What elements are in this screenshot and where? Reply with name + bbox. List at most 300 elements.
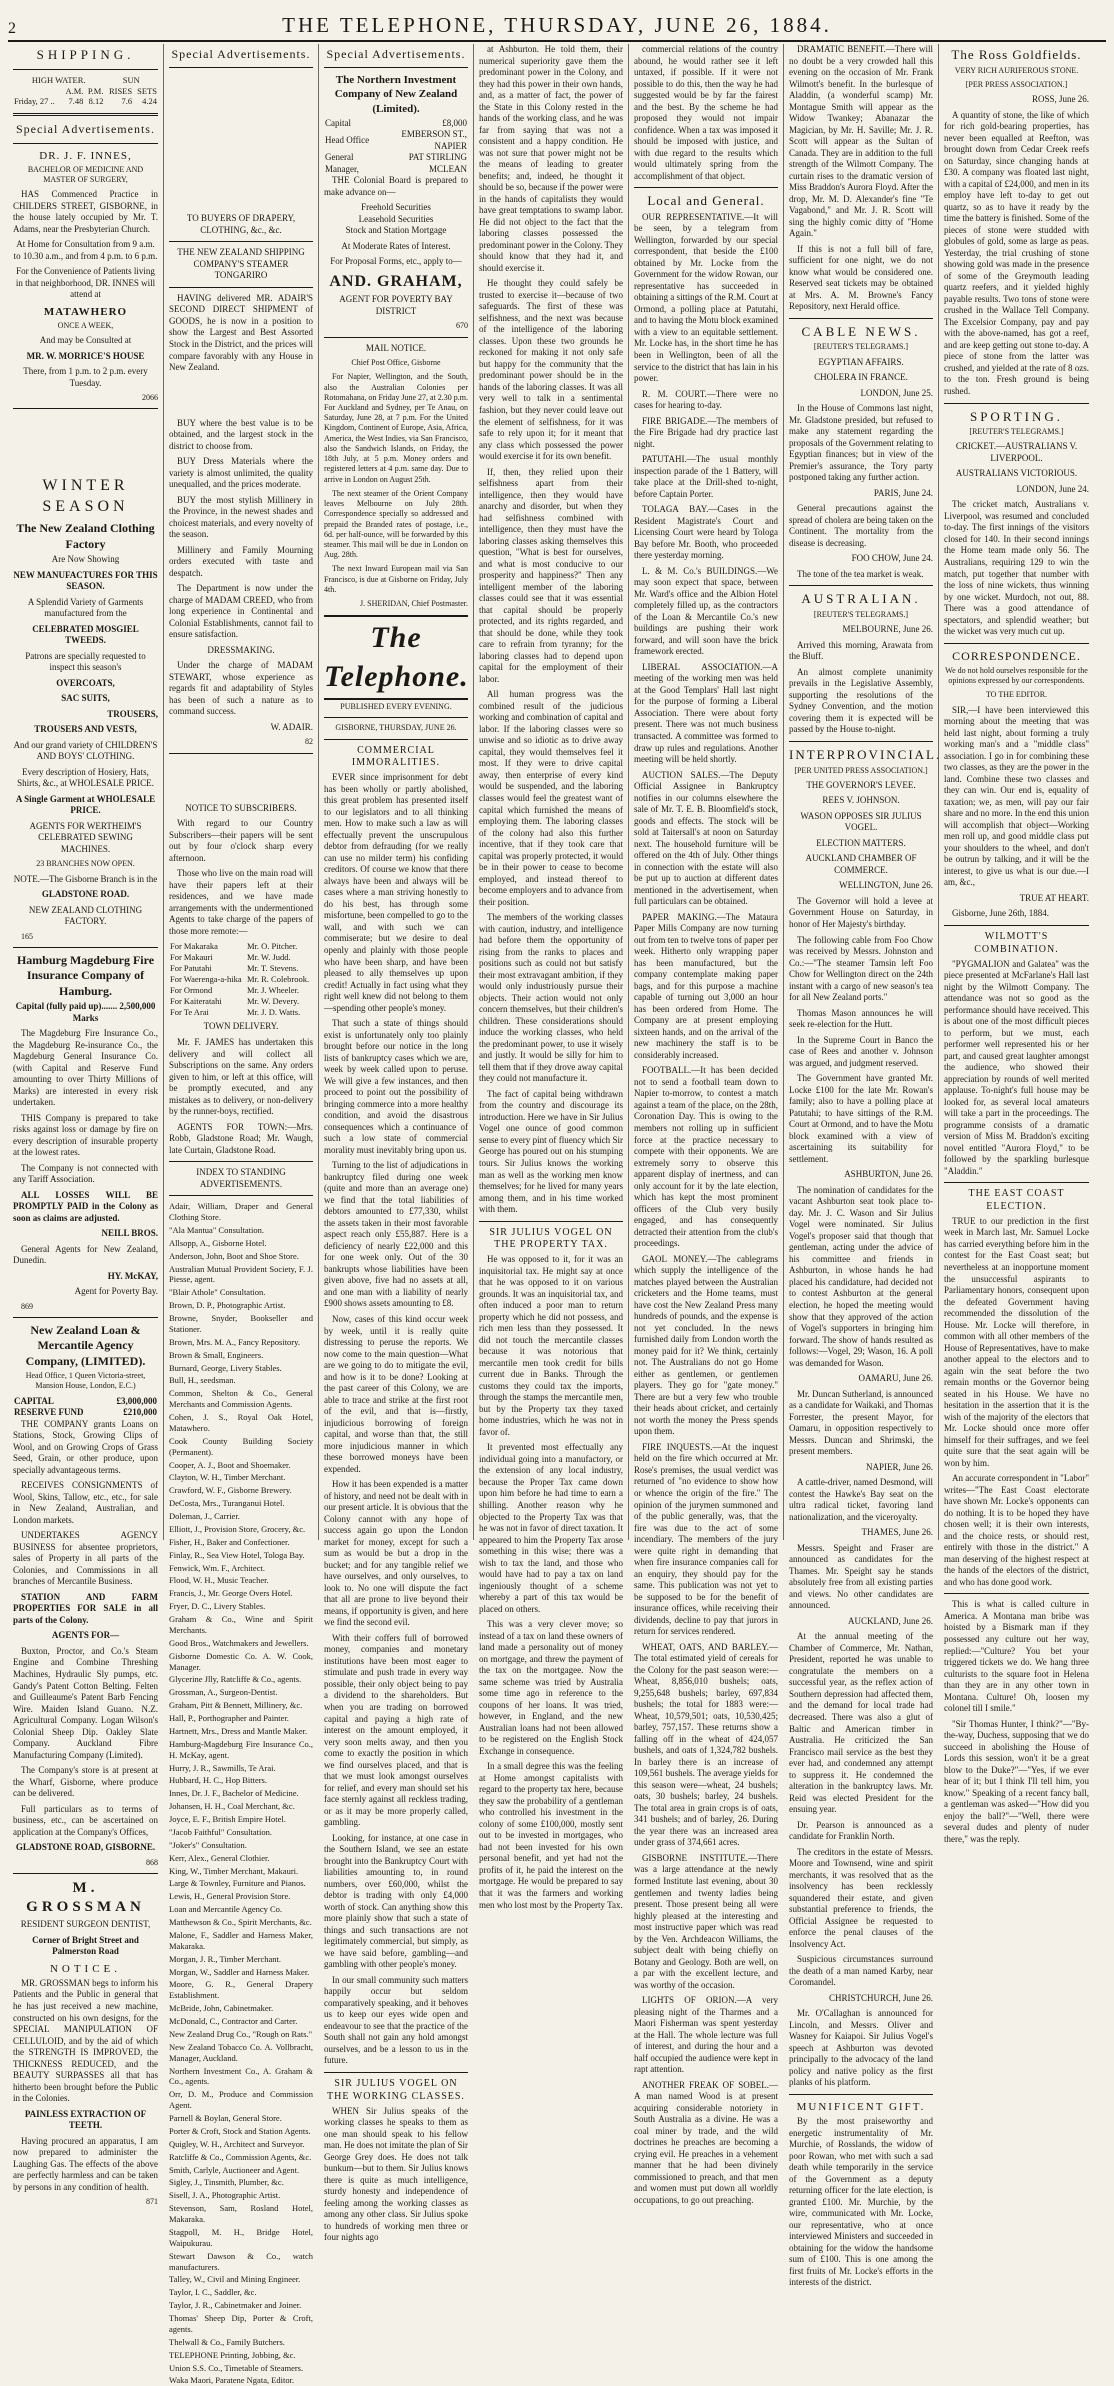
ip-1: The Governor will hold a levee at Government House on Saturday, in honor of Her Majesty's birthday.	[789, 895, 933, 929]
index-item: New Zealand Drug Co., "Rough on Rats."	[169, 2028, 313, 2039]
tide-header-cell: A.M.	[65, 85, 84, 96]
napier: NAPIER, June 26.	[866, 1461, 933, 1472]
town-delivery: TOWN DELIVERY.	[203, 1021, 279, 1032]
index-item: Matthewson & Co., Spirit Merchants, &c.	[169, 1917, 312, 1928]
cable-5: An almost complete unanimity prevails in the Legislative Assembly, supporting the resolutions of the Sydney Convention, and the motion covering them it is expected will be passed by the House to-night.	[789, 666, 933, 735]
index-item: Thelwall & Co., Family Butchers.	[169, 2336, 285, 2347]
cable-news-heading: CABLE NEWS.	[801, 323, 921, 339]
nz-loan-heading: New Zealand Loan & Mercantile Agency Company, (LIMITED).	[25, 1323, 146, 1368]
capital-row-label: Capital	[325, 117, 351, 128]
index-item: Francis, J., Mr. George Overs Hotel.	[169, 1588, 293, 1599]
matawhero-sub: ONCE A WEEK,	[57, 320, 114, 330]
index-item: Porter & Croft, Stock and Station Agents.	[169, 2125, 311, 2136]
local-5: TOLAGA BAY.—Cases in the Resident Magistrate's Court and Licensing Court were heard by Tologa Bay before Mr. Booth, who proceeded there yesterday morning.	[634, 504, 778, 561]
paris: PARIS, June 24.	[873, 487, 933, 498]
cable-3: The tone of the tea market is weak.	[797, 568, 924, 579]
vogel-cont-2: He thought they could safely be trusted to exercise it—because of two safeguards. The first of these was selfishness, and the next was because of the intelligence of the laboring classes. Upon these two grounds he reckoned for making it not only safe but happy for the community that the predominant power should be in the hands of the laboring classes. It was all very well to talk in a sentimental fashion, but they never could leave out the element of selfishness, for it was safe to rely upon it; for it meant that any class which possessed the power would exercise it for its own benefit.	[479, 278, 623, 462]
gisborne-branch: NOTE.—The Gisborne Branch is in the	[13, 873, 158, 884]
agent-row	[169, 974, 313, 985]
local-14: GISBORNE INSTITUTE.—There was a large attendance at the newly formed Institute last evening, about 30 gentlemen and twenty ladies being present. Those present being all were highly pleased at the interesting and most instructive paper which was read by the Ven. Archdeacon Williams, the subject dealt with being chiefly on Botany and Geology. Both are well, on a par with the excellent lecture, and was worthy of the occasion.	[634, 1852, 778, 1990]
local-8: AUCTION SALES.—The Deputy Official Assignee in Bankruptcy notifies in our columns elsewhere the sale of Mr. T. E. B. Bloomfield's stock, goods and effects. The stock will be sold at Taitersall's at noon on Saturday next. The household furniture will be offered on the 4th of July. Other things in connection with the estate will also be put up to auction at different dates mentioned in the advertisement, when full particulars can be obtained.	[634, 769, 778, 907]
hamburg-losses: ALL LOSSES WILL BE PROMPTLY PAID in the Colony as soon as claims are adjusted.	[13, 1189, 158, 1223]
local-12: FIRE INQUESTS.—At the inquest held on the fire which occurred at Mr. Rose's premises, the usual verdict was returned of "no evidence to show how or whence the origin of the fire." The opinion of the jurymen summoned and of the public generally, was, that the fire was due to the act of some incendiary. The members of the jury were quite right in demanding that when fire insurance companies call for an enquiry, they should pay for the same. This publication was not yet to be supposed to be for the benefit of insurance offices, while receiving their dividends, decline to pay that jurors in return for services rendered.	[634, 1441, 778, 1637]
intercolonial-heading: INTERPROVINCIAL.	[789, 746, 942, 762]
leader-5: How it has been expended is a matter of history, and need not be dealt with in our present article. It is obvious that the Colony cannot with any hope of success again go upon the London market for money, except for such a sum as would be but a drop in the bucket; and for any tangible relief we have ourselves, and only ourselves, to look to. No one will dispute the fact that all are prone to live beyond their means, if opportunity is given, and here we find the second evil.	[324, 1479, 468, 1628]
joke: "Sir Thomas Hunter, I think?"—"By-the-way, Duchess, supposing that we do succeed in abolishing the House of Lords this session, won't it be a great blow to the Duke?"—"Yes, if we ever hear of it; but I think I'll tell him, you know." Speaking of a recent fancy ball, a gentleman was asked—"How did you enjoy the ball?"—"Well, there were several dudes and plenty of nuder there," was the reply.	[944, 1718, 1089, 1844]
index-item: Hartnett, Mrs., Dress and Mantle Maker.	[169, 1725, 308, 1736]
vogel-property-heading: SIR JULIUS VOGEL ON THE PROPERTY TAX.	[489, 1226, 613, 1251]
agent-location: For Makaraka	[170, 941, 218, 952]
ross-sub: VERY RICH AURIFEROUS STONE.	[954, 65, 1079, 75]
page-columns	[8, 44, 1106, 2386]
index-item: Allsopp, A., Gisborne Hotel.	[169, 1237, 267, 1248]
local-10: FOOTBALL.—It has been decided not to send a football team down to Napier to-morrow, to contest a match against a team of the place, on the 28th, Coronation Day. This is owing to the members not rolling up in sufficient force at the practice necessary to compete with their opponents. We are extremely sorry to observe this apparent display of inertness, and can only account for it by the late election, which has kept the most prominent officers of the Club very busily engaged, and has consequently detracted their attention from the club's proceedings.	[634, 1065, 778, 1249]
loan-body: THE COMPANY grants Loans on Stations, Stock, Growing Clips of Wool, and on Growing Crops of Grass Seed, Grain, or other produce, upon specially advantageous terms.	[13, 1418, 158, 1475]
vogel-classes-heading: SIR JULIUS VOGEL ON THE WORKING CLASSES.	[327, 2077, 465, 2102]
index-item: Cohen, J. S., Royal Oak Hotel, Matawhero.	[169, 1412, 313, 1433]
reuters-3: [REUTER'S TELEGRAMS.]	[969, 427, 1064, 437]
correspondence-heading: CORRESPONDENCE.	[952, 648, 1081, 663]
agent-row	[169, 952, 313, 963]
agents-town: AGENTS FOR TOWN:—Mrs. Robb, Gladstone Road; Mr. Waugh, late Curtain, Gladstone Road.	[169, 1121, 313, 1155]
column-4	[474, 44, 629, 1910]
index-item: Johansen, H. H., Coal Merchant, &c.	[169, 1801, 295, 1812]
leader-7: Looking, for instance, at one case in the Southern Island, we see an estate brought into the Bankruptcy Court with liabilities amounting to, in round numbers, over £60,000, whilst the debtor is trading with only £4,000 worth of stock. Can anything show this more plainly show that such a state of things and such transactions are not legitimately commercial, but simply, as we have said before, gambling—and gambling with other people's money.	[324, 1832, 468, 1970]
index-item: Flood, W. H., Music Teacher.	[169, 1575, 269, 1586]
wertheim: AGENTS FOR WERTHEIM'S CELEBRATED SEWING MACHINES.	[29, 820, 142, 854]
store-note: The Company's store is at present at the Wharf, Gisborne, where produce can be delivered.	[13, 1765, 158, 1799]
column-2	[164, 44, 319, 2386]
index-item: Union S.S. Co., Timetable of Steamers.	[169, 2362, 304, 2373]
leader-6: With their coffers full of borrowed money, companies and monetary institutions have been most eager to stimulate and push trade in every way possible, their only object being to pay a dividend to the shareholders. But when you are trading on borrowed capital and paying a high rate of interest on the amount employed, it very soon melts away, and then you come to exactly the position in which we find ourselves placed, and that is that we must look amongst ourselves for relief, and every man should set his face sternly against all reckless trading, or as it may be more properly called, gambling.	[324, 1632, 468, 1828]
governors-levee: THE GOVERNOR'S LEVEE.	[806, 779, 916, 790]
masthead	[8, 8, 1106, 42]
tide-header-cell: RISES	[108, 85, 133, 96]
local-6: L. & M. Co.'s BUILDINGS.—We may soon expect that space, between Mr. Ward's office and the Albion Hotel completely filled up, as the contractors of the Loan & Mercantile Co.'s new buildings are pushing their work forward, and will soon have the brick framework erected.	[634, 565, 778, 657]
northern-heading: The Northern Investment Company of New Zealand (Limited).	[334, 74, 458, 115]
auckland: AUCKLAND, June 26.	[848, 1615, 933, 1626]
agent-location: For Te Arai	[170, 1006, 209, 1017]
childrens: And our grand variety of CHILDREN'S AND BOYS' CLOTHING.	[13, 739, 158, 762]
local-11: GAOL MONEY.—The cablegrams which supply the intelligence of the matches played between the Australian cricketers and the Home teams, must have cost the New Zealand Press many hundreds of pounds, and the expense is not yet concluded. In the news furnished daily from London worth the money paid for it? We think, certainly not. The Australians do not go Home either as gentlemen, or gentlemen players. They go for "gate money." There are but a very few who trouble their heads about cricket, and certainly not worth the money the Press spends upon them.	[634, 1253, 778, 1437]
agent-name: Mr. O. Pitcher.	[246, 941, 298, 952]
page-number: 2	[8, 20, 16, 37]
gladstone-road: GLADSTONE ROAD, GISBORNE.	[15, 1842, 156, 1853]
corr-note: We do not hold ourselves responsible for the opinions expressed by our correspondents.	[945, 665, 1088, 686]
cable-1: In the House of Commons last night, Mr. Gladstone presided, but refused to make any statement regarding the proposals of the Government relating to Egyptian finances; but in view of the Premier's assurance, the Tory party postponed taking any further action.	[789, 403, 933, 483]
index-item: Parnell & Boylan, General Store.	[169, 2113, 282, 2124]
cricket-heading: CRICKET.—AUSTRALIANS V. LIVERPOOL.	[955, 441, 1078, 463]
index-item: Browne, Snyder, Bookseller and Stationer.	[169, 1313, 313, 1334]
index-item: Elliott, J., Provision Store, Grocery, &c.	[169, 1523, 306, 1534]
index-item: Fisher, H., Baker and Confectioner.	[169, 1536, 290, 1547]
vogel-body: WHEN Sir Julius speaks of the working classes he speaks to them as one man should speak to his fellow man. He does not imitate the plan of Sir George Grey does. He does not talk bunkum—but to them. Sir Julius knows there is quite as much intelligence, sturdy honesty and independence of feeling among the working classes as among any other class. Sir Julius spoke to hundreds of working men three or four nights ago	[324, 2105, 468, 2243]
ip-4: In the Supreme Court in Banco the case of Rees and another v. Johnson was argued, and judgment reserved.	[789, 1034, 933, 1068]
loan-body-2: RECEIVES CONSIGNMENTS of Wool, Skins, Tallow, etc., etc., for sale in New Zealand, Australian, and London markets.	[13, 1480, 158, 1525]
foochow: FOO CHOW, June 24.	[851, 553, 933, 564]
property-cont: commercial relations of the country abound, he would rather see it left untaxed, if possible. If it were not possible to do this, then the way he had suggested would be by far the fairest and the best. By the scheme he had proposed they would not impair confidence. When a tax was imposed it should be imposed with justice, and with due regard to the results which would ultimately spring from the accomplishment of that object.	[634, 44, 778, 181]
tide-data-cell: Friday, 27 ..	[14, 96, 55, 107]
code-2: 165	[21, 931, 33, 941]
index-item: Orr, D. M., Produce and Commission Agent.	[169, 2089, 313, 2111]
rees-johnson: REES V. JOHNSON.	[822, 795, 900, 806]
wason-opposes: WASON OPPOSES SIR JULIUS VOGEL.	[800, 810, 922, 833]
ip-9: Messrs. Speight and Fraser are announced as candidates for the Thames. Mr. Speight say he stands absolutely free from all existing parties and views. No other candidates are announced.	[789, 1542, 933, 1611]
tide-data-cell: 4.24	[142, 96, 157, 107]
mail-body-2: The next steamer of the Orient Company leaves Melbourne on July 28th. Correspondence specially so addressed and prepaid the Branded rates of postage, i.e., 6d. per half-ounce, will be forwarded by this steamer. This mail will be due in London on Aug. 28th.	[324, 488, 468, 560]
hamburg-heading: Hamburg Magdeburg Fire Insurance Company of Hamburg.	[16, 952, 155, 998]
index-item: Australian Mutual Provident Society, F. J. Piesse, agent.	[169, 1263, 313, 1285]
full-particulars: Full particulars as to terms of business, etc., can be ascertained on application at the Company's Offices,	[13, 1803, 158, 1837]
capital-value: £3,000,000	[116, 1395, 157, 1406]
local-16: ANOTHER FREAK OF SOBEL.—A man named Wood is at present acquiring considerable notoriety in South Australia as a divine. He was a coal miner by trade, and the wild doctrines he preaches are becoming a crying evil. He preaches in a vehement manner that he had been divinely commissioned to preach, and that men and women must put down all worldly occupations, to go out preaching.	[634, 2079, 778, 2205]
dramatic-2: If this is not a full bill of fare, sufficient for one night, we do not know what would be considered one. Reserved seat tickets may be obtained at Mrs. A. M. Browne's Fancy Repository, next Herald office.	[789, 243, 933, 312]
corr-date: Gisborne, June 26th, 1884.	[952, 908, 1049, 919]
index-item: Graham & Co., Wine and Spirit Merchants.	[169, 1614, 313, 1635]
head-office: Head Office, 1 Queen Victoria-street, Mansion House, London, E.C.)	[25, 1371, 146, 1391]
ip-5: The Government have granted Mr. Locke £100 for the late Mr. Rowan's family; also to have a polling place at Patutahi; to have sittings of the R.M. Court at Ormond, and to have the Motu block examined with a view of ascertaining its suitability for settlement.	[789, 1073, 933, 1164]
index-item: DeCosta, Mrs., Turanganui Hotel.	[169, 1498, 285, 1509]
local-4: PATUTAHI.—The usual monthly inspection parade of the 1 Battery, will take place at the Drill-shed to-night, before Captain Porter.	[634, 454, 778, 499]
newspaper-logo: The Telephone.	[324, 615, 468, 700]
ip-12: The creditors in the estate of Messrs. Moore and Townsend, wine and spirit merchants, it was resolved that as the insolvency has been recklessly squandered their estate, and given substantial preference to friends, the Official Assignee be requested to enforce the penal clauses of the Insolvency Act.	[789, 1846, 933, 1949]
index-item: Quigley, W. H., Architect and Surveyor.	[169, 2138, 305, 2149]
egyptian-affairs: EGYPTIAN AFFAIRS.	[818, 356, 904, 367]
index-item: Hamburg-Magdeburg Fire Insurance Co., H. McKay, agent.	[169, 1738, 313, 1760]
mail-notice: MAIL NOTICE.	[365, 342, 427, 353]
nz-clothing-factory: The New Zealand Clothing Factory	[16, 521, 155, 551]
single-garment: A Single Garment at WHOLESALE PRICE.	[15, 793, 156, 816]
column-5	[629, 44, 784, 2205]
index-item: Kerr, Alex., General Clothier.	[169, 1852, 270, 1863]
index-item: Bull, H., seedsman.	[169, 1375, 236, 1386]
index-item: Ratcliffe & Co., Commission Agents, &c.	[169, 2151, 312, 2162]
agents-table	[169, 941, 313, 1017]
tide-data-cell: 8.12	[88, 96, 104, 107]
index-item: Anderson, John, Boot and Shoe Store.	[169, 1250, 299, 1261]
index-item: McBride, John, Cabinetmaker.	[169, 2003, 274, 2014]
chamber-commerce: AUCKLAND CHAMBER OF COMMERCE.	[805, 853, 917, 875]
index-item: Fryer, D. C., Livery Stables.	[169, 1601, 266, 1612]
agent-location: For Makauri	[170, 952, 213, 963]
leader-3: Turning to the list of adjudications in bankruptcy filed during one week (quite and more than an average one) we find that the total liabilities of debtors amounted to £77,330, whilst the assets taken in their most favorable aspect reach only £55,887. Here is a deficiency of nearly £22,000 and this for one week only. Out of the 30 bankrupts whose liabilities have been given above, five had no assets at all, and one man with a liability of nearly £900 shows assets amounting to £8.	[324, 1160, 468, 1309]
consulted: And may be Consulted at	[39, 335, 132, 346]
index-item: "Blair Athole" Consultation.	[169, 1287, 266, 1298]
index-item: Moore, G. R., General Drapery Establishment.	[169, 1979, 313, 2001]
ip-11: Dr. Pearson is announced as a candidate for Franklin North.	[789, 1819, 933, 1842]
ip-10: At the annual meeting of the Chamber of Commerce, Mr. Nathan, President, reported he was unable to congratulate the members on a successful year, as the reflex action of Southern depression had affected them, and the demand for local trade had decreased. There was also a glut of Baltic and American timber in Australia. He criticized the San Francisco mail service as the best they ever had, and condemned any attempt to suppress it. He condemned the alteration in the bankruptcy laws. Mr. Reid was elected President for the ensuing year.	[789, 1631, 933, 1815]
northern-capital-table	[324, 118, 468, 176]
oamaru: OAMARU, June 26.	[858, 1373, 933, 1384]
hosiery: Every description of Hosiery, Hats, Shirts, &c., at WHOLESALE PRICE.	[17, 766, 154, 789]
capital-label: CAPITAL	[14, 1395, 54, 1406]
index-item: TELEPHONE Printing, Jobbing, &c.	[169, 2349, 296, 2360]
corner: Corner of Bright Street and Palmerston Road	[32, 1934, 139, 1957]
property-3: This was a very clever move; so instead of a tax on land these owners of land made a personality out of money on mortgage, and threw the payment of the tax on the mortgagee. Now the same scheme was tried by Australia some time ago in reference to the coupons of her loans. It was tried, however, in England, and the new Australian loans had not been allowed to be registered on the English Stock Exchange in consequence.	[479, 1619, 623, 1756]
agent-name: Mr. T. Stevens.	[246, 963, 299, 974]
reserve-value: £210,000	[123, 1407, 157, 1418]
shipping-heading: SHIPPING.	[36, 47, 135, 62]
tide-header-cell: SETS	[137, 85, 157, 96]
agent-location: For Patutahi	[170, 963, 212, 974]
mail-body-3: The next Inward European mail via San Francisco, is due at Gisborne on Friday, July 4th.	[324, 564, 468, 594]
reserve-label: RESERVE FUND	[14, 1407, 84, 1418]
mosgiel: CELEBRATED MOSGIEL TWEEDS.	[32, 623, 139, 646]
index-list	[169, 1201, 313, 2386]
hamburg-body-2: THIS Company is prepared to take risks against loss or damage by fire on every description of insurable property at the lowest rates.	[13, 1112, 158, 1158]
index-item: Northern Investment Co., A. Graham & Co., agents.	[169, 2065, 313, 2087]
northern-capital-row	[324, 118, 468, 130]
grossman-body: MR. GROSSMAN begs to inform his Patients and the Public in general that he has just received a new machine, constructed on his own designs, for the SPECIAL MANIPULATION OF CELLULOID, and by the aid of which the STRENGTH IS IMPROVED, the THICKNESS REDUCED, and the BEAUTY SURPASSES all that has hitherto been brought before the Public in the Colonies.	[13, 1977, 158, 2104]
agent-row	[169, 985, 313, 996]
northern-capital-row	[324, 152, 468, 175]
thames: THAMES, June 26.	[861, 1527, 933, 1538]
factory: NEW ZEALAND CLOTHING FACTORY.	[28, 904, 143, 927]
ip-7: Mr. Duncan Sutherland, is announced as a candidate for Waikaki, and Thomas Forrester, the present Mayor, for Oamaru, in opposition respectively to Messrs. Duncan and Shrimski, the present members.	[789, 1388, 933, 1457]
index-item: Brown & Small, Engineers.	[169, 1349, 264, 1360]
matawhero: MATAWHERO	[43, 305, 128, 318]
corr-sign: TRUE AT HEART.	[1019, 892, 1089, 903]
tide-data-cell: 7.6	[121, 96, 133, 107]
notice-heading: NOTICE.	[49, 1962, 122, 1975]
leader-2: That such a state of things should exist is unfortunately only too plainly brought before our notice in the long lists of bankruptcy cases which we are, week by week called upon to peruse. We will give a few instances, and then proceed to point out the possibility of bringing commerce into a more healthy condition, and avoid the disastrous consequences which a continuance of such a low state of commercial morality must inevitably bring upon us.	[324, 1018, 468, 1155]
local-2: R. M. COURT.—There were no cases for hearing to-day.	[634, 388, 778, 411]
code-col2: 82	[305, 737, 313, 747]
christchurch: CHRISTCHURCH, June 26.	[828, 1992, 933, 2003]
munificent-heading: MUNIFICENT GIFT.	[796, 2100, 926, 2113]
index-item: Taylor, I. C., Saddler, &c.	[169, 2287, 257, 2298]
local-general-heading: Local and General.	[647, 193, 765, 209]
loan-body-3: UNDERTAKES AGENCY BUSINESS for absentee proprietors, sales of Property in all parts of the Colonies, and Commissions in all branches of Mercantile Business.	[13, 1530, 158, 1587]
surgeon-dentist: RESIDENT SURGEON DENTIST,	[20, 1919, 151, 1930]
new-manufactures: NEW MANUFACTURES FOR THIS SEASON.	[13, 569, 158, 592]
index-item: "Ala Mantua" Consultation.	[169, 1224, 264, 1235]
index-item: Adair, William, Draper and General Clothing Store.	[169, 1201, 313, 1223]
index-item: Cooper, A. J., Boot and Shoemaker.	[169, 1459, 291, 1470]
morrice-house: MR. W. MORRICE'S HOUSE	[26, 350, 145, 361]
showing: Are Now Showing	[51, 554, 120, 565]
index-item: Crawford, W. F., Gisborne Brewery.	[169, 1485, 292, 1496]
index-item: Thomas' Sheep Dip, Porter & Croft, agents.	[169, 2313, 313, 2334]
capital-row-value: £8,000	[442, 117, 467, 128]
capital-row-label: Head Office	[325, 134, 370, 145]
index-item: King, W., Timber Merchant, Makauri.	[169, 1865, 299, 1876]
mail-body: For Napier, Wellington, and the South, also the Australian Colonies per Rotomahana, on Friday June 27, at 2.30 p.m. For Auckland and Sydney, per Te Anau, on Saturday, June 28, at 7 p.m. For the United Kingdom, Continent of Europe, Asia, Africa, America, the West Indies, via San Francisco, also the Sandwich Islands, on Friday, the 18th July, at 5 p.m. Money orders and registered letters at 4 p.m. same day. Due to arrive in London on August 25th.	[324, 372, 468, 484]
adair-sign: W. ADAIR.	[270, 721, 313, 732]
notice-subscribers: NOTICE TO SUBSCRIBERS.	[185, 802, 297, 813]
index-item: Stewart Dawson & Co., watch manufacturers.	[169, 2250, 313, 2272]
local-15: LIGHTS OF ORION.—A very pleasing night of the Tharmes and a Maori Fisherman was spent yesterday at the Hall. The whole lecture was full of interest, and during the hour and a half occupied the audience were kept in rapt attention.	[634, 1995, 778, 2075]
general-agents: General Agents for New Zealand, Dunedin.	[13, 1243, 158, 1266]
securities: Freehold Securities Leasehold Securities Stock and Station Mortgage	[345, 202, 447, 236]
cricket-body: The cricket match, Australians v. Liverpool, was resumed and concluded to-day. The first innings of the visitors closed for 140. In their second innings the Home team made only 56. The Australians, requiring 129 to win the match, put together that number with the loss of nine wickets, thus winning by one wicket. Murdoch, not out, 88. There was a good attendance of spectators, and splendid weather; but the wicket was very much cut up.	[944, 499, 1089, 637]
agent-row	[169, 1007, 313, 1018]
commercial-heading: COMMERCIAL IMMORALITIES.	[351, 744, 441, 769]
nz-shipping-heading: THE NEW ZEALAND SHIPPING COMPANY'S STEAMER TONGARIRO	[177, 247, 305, 281]
grossman: M. GROSSMAN	[26, 1879, 145, 1916]
tide-header-row	[13, 86, 158, 97]
index-item: Hall, P., Porthographer and Painter.	[169, 1713, 289, 1724]
local-1: OUR REPRESENTATIVE.—It will be seen, by a telegram from Wellington, forwarded by our special correspondent, that beside the £100 obtained by Mr. Locke from the Government for the widow Rowan, our representative has succeeded in obtaining a sittings of the R.M. Court at Ormond, a polling place at Patutahi, and to having the Motu block examined with a view to an equitable settlement. Mr. Locke has, in the short time he has been in Wellington, been of all the service to the district that has lain in his power.	[634, 211, 778, 384]
column-6	[784, 44, 942, 2288]
subscribers-body: With regard to our Country Subscribers—their papers will be sent out by four o'clock sharp every afternoon.	[169, 818, 313, 863]
press-assoc: [PER UNITED PRESS ASSOCIATION.]	[794, 765, 928, 775]
index-item: McDonald, C., Contractor and Carter.	[169, 2016, 298, 2027]
tide-data-cell: 7.48	[68, 96, 84, 107]
code-3: 869	[21, 1301, 33, 1311]
dateline: GISBORNE, THURSDAY, JUNE 26.	[335, 723, 457, 733]
postmaster: J. SHERIDAN, Chief Postmaster.	[360, 599, 468, 609]
trousers-vests: TROUSERS AND VESTS,	[34, 724, 137, 735]
agent-location: For Waerenga-a-hika	[170, 973, 242, 984]
department: The Department is now under the charge of MADAM CREED, who from long experience in Continental and Colonial Establishments, cannot fail to ensure satisfaction.	[169, 583, 313, 640]
ip-8: A cattle-driver, named Desmond, will contest the Hawke's Bay seat on the ultra radical ticket, favoring land nationalization, and the viceroyalty.	[789, 1477, 933, 1522]
agent-location: For Kaiteratahi	[170, 995, 222, 1006]
code-5: 871	[146, 2197, 158, 2207]
australian-heading: AUSTRALIAN.	[801, 591, 921, 607]
gladstone: GLADSTONE ROAD.	[41, 889, 130, 900]
index-item: Sigley, J., Tinsmith, Plumber, &c.	[169, 2177, 284, 2188]
index-item: "Jacob Faithful" Consultation.	[169, 1826, 273, 1837]
index-item: Taylor, J. R., Cabinetmaker and Joiner.	[169, 2300, 302, 2311]
cable-4: Arrived this morning, Arawata from the Bluff.	[789, 639, 933, 662]
drapery-heading: TO BUYERS OF DRAPERY, CLOTHING, &c., &c.	[186, 213, 296, 235]
buy-1: BUY where the best value is to be obtained, and the largest stock in the district to choose from.	[169, 417, 313, 451]
ip-2: The following cable from Foo Chow was received by Messrs. Johnston and Co.:—"The steamer Tamsin left Foo Chow for Wellington direct on the 24th instant with a cargo of new season's tea for all New Zealand ports."	[789, 934, 933, 1003]
local-13: WHEAT, OATS, AND BARLEY.—The total estimated yield of cereals for the Colony for the past season were:—Wheat, 8,856,010 bushels; oats, 9,255,648 bushels; barley, 697,834 bushels; the total for 1883 were:—Wheat, 10,579,501; oats, 10,530,425; barley, 757,157. These returns show a falling off in the wheat of 424,057 bushels, and oats of 1,324,782 bushels. In barley there is an increase of 109,561 bushels. The average yields for this season were—wheat, 24 bushels; oats, 30 bushels; barley, 24 bushels. The total area in grain crops is of oats, 341 bushels; and of barley, 26. During the year there was an increased area under grass of 374,661 acres.	[634, 1641, 778, 1848]
doctor-name: DR. J. F. INNES,	[39, 149, 132, 162]
doctor-convenience: For the Convenience of Patients living in that neighborhood, DR. INNES will attend at	[15, 266, 156, 300]
index-item: Stevenson, Sam, Rosland Hotel, Makaraka.	[169, 2203, 313, 2225]
painless-heading: PAINLESS EXTRACTION OF TEETH.	[24, 2108, 147, 2131]
culture: This is what is called culture in America. A Montana man bribe was hoisted by a Bismark man if they possessed any culture out her way, replied:—"Culture? You bet your triggered tickets we do. We hang three culturists to the square foot in Helena than they are in any other town in Montana. Culture! Oh, loosen my colonel till I smile."	[944, 1599, 1089, 1714]
agents-list: Buxton, Proctor, and Co.'s Steam Engine and Combine Threshing Machines, Hydraulic Sly pumps, etc. Gandy's Patent Cotton Belting. Felten and Guilleaume's Patent Barb Fencing Wire. Maiden Island Guano. N.Z. Agricultural Company. Logan Wilson's Colonial Sheep Dip. Oakley Slate Company. Auckland Fibre Manufacturing Company (Limited).	[13, 1645, 158, 1760]
local-7: LIBERAL ASSOCIATION.—A meeting of the working men was held at the Good Templars' Hall last night for the purpose of forming a Liberal Association. There were about forty present. There was not much business transacted. A committee was formed to draw up rules and regulations. Another meeting will be held shortly.	[634, 661, 778, 765]
code-col3: 670	[456, 321, 468, 331]
special-ads-heading: Special Advertisements.	[16, 122, 155, 137]
index-item: Cook County Building Society (Permanent).	[169, 1435, 313, 1457]
index-item: Large & Townley, Furniture and Pianos.	[169, 1878, 306, 1889]
index-item: Finlay, R., Sea View Hotel, Tologa Bay.	[169, 1549, 305, 1560]
buy-2: BUY Dress Materials where the variety is almost unlimited, the quality unequalled, and the prices moderate.	[169, 456, 313, 490]
vogel-cont-4: All human progress was the combined result of the judicious working and combination of capital and labor. If the laboring classes were so unwise and so idiotic as to drive away capital, they would themselves feel it most. If they were to drive capital away, then enterprise of every kind would be suspended, and the laboring classes would feel the greatest want of capital which furnished the means of employing them. The laboring classes of the colony had also this further incentive, that if they took care that capital was properly protected, it would be in their power to cease to become employed, and instead thereof to become employers and to advance from their position.	[479, 689, 623, 907]
index-item: Morgan, W., Saddler and Harness Maker.	[169, 1966, 310, 1977]
agent-name: Mr. R. Colebrook.	[246, 973, 310, 984]
ross-body: A quantity of stone, the like of which for rich gold-bearing properties, has never been equalled at Reefton, was brought down from Cedar Creek reefs on Saturday, since changing hands at £30. A company was floated last night, with a capital of £24,000, and men in its employ have left to-day to get out quartz, so as to have it ready by the time the battery is finished. Some of the pieces of stone were studded with globules of gold, some as large as peas. Yesterday, the trial crushing of stone showing gold was made in the presence of some of the Greymouth leading quartz reefers, and it yielded highly payable results. Two tons of stone were crushed in the Wallace Tell Company. The Excelsior Company, pay and pay with the above-named, has got a reef, and are keep getting out stone to-day. A piece of stone from the latter was crushed, and yielded at the rate of 8 ozs. to the ton. Fresh ground is being rushed.	[944, 109, 1089, 396]
property-1: He was opposed to it, for it was an inquisitorial tax. He might say at once that he was opposed to it on various grounds. It was an inquisitorial tax, and often induced a poor man to return property which he did not possess, and rich men less than they possessed. It did not touch the mercantile classes because it was notorious that mercantile men took credit for bills current due in Banks. Through the customs they could tax the imports, through the stamps the mercantile men, but by the Property tax they taxed home industries, which he was not in favor of.	[479, 1254, 623, 1437]
hamburg-body: The Magdeburg Fire Insurance Co., the Magdeburg Re-insurance Co., the Magdeburg General Insurance Co. (with Capital and Reserve Fund amounting to over Thirty Millions of Marks) are interested in every risk undertaken.	[13, 1028, 158, 1108]
agent-name: Mr. J. D. Watts.	[246, 1006, 301, 1017]
agent-pb-district: AGENT FOR POVERTY BAY DISTRICT	[339, 294, 453, 316]
adair-body: HAVING delivered MR. ADAIR'S SECOND DIRECT SHIPMENT of GOODS, he is now in a position to show the Largest and Best Assorted Stock in the District, and the prices will compare favorably with any House in New Zealand.	[169, 292, 313, 373]
east-coast-heading: THE EAST COAST ELECTION.	[968, 1188, 1065, 1213]
index-item: Fenwick, Wm. F., Architect.	[169, 1562, 265, 1573]
agent-name: Mr. W. Judd.	[246, 952, 291, 963]
hamburg-body-3: The Company is not connected with any Tariff Association.	[13, 1162, 158, 1185]
index-item: Brown, Mrs. M. A., Fancy Repository.	[169, 1336, 300, 1347]
leader-8: In our small community such matters happily occur but seldom comparatively speaking, and it behoves us to keep our eyes wide open and endeavour to see that the practice of the South shall not gain any hold amongst ourselves, and be a lesson to us in the future.	[324, 1974, 468, 2066]
index-heading: INDEX TO STANDING ADVERTISEMENTS.	[196, 1167, 286, 1189]
mail-office: Chief Post Office, Gisborne	[351, 358, 441, 368]
tide-table	[13, 75, 158, 108]
sac-suits: SAC SUITS,	[61, 693, 110, 704]
index-item: Stagpoll, M. H., Bridge Hotel, Waipukurau.	[169, 2226, 313, 2248]
capital-row-value: EMBERSON ST., NAPIER	[401, 129, 467, 151]
index-item: Glycerine Jlly, Ratcliffe & Co., agents.	[169, 1674, 302, 1685]
doctor-hours: At Home for Consultation from 9 a.m. to 10.30 a.m., and from 4 p.m. to 6 p.m.	[13, 239, 158, 261]
cable-2: General precautions against the spread of cholera are being taken on the Continent. The mortality from the disease is decreasing.	[789, 503, 933, 548]
index-item: Good Bros., Watchmakers and Jewellers.	[169, 1637, 309, 1648]
victorious: AUSTRALIANS VICTORIOUS.	[955, 468, 1078, 479]
leader-1: EVER since imprisonment for debt has been wholly or partly abolished, this great problem has presented itself to our legislators and to all thinking men. How to make such a law as will effectually prevent the unscrupulous debtor from defrauding (for we really can use no milder term) his confiding creditors. Of course we know that there always have been and always will be cases where a man striving honestly to do his best, has through some misfortune, been compelled to go to the wall, and with such we can commiserate; but we desire to deal openly and plainly with those people who have been sharp, and have been pleased to ally themselves up upon credit! Actually in fact using what they right well knew did not belong to them—spending other people's money.	[324, 772, 468, 1013]
ip-13: Suspicious circumstances surround the death of a man named Karby, near Coromandel.	[789, 1954, 933, 1988]
colonial-board: THE Colonial Board is prepared to make advance on—	[324, 175, 468, 197]
local-9: PAPER MAKING.—The Mataura Paper Mills Company are now turning out from ten to twelve tons of paper per week. Hitherto only wrapping paper has been manufactured, but the company contemplate making paper bags, and for this purpose a machine capable of turning out 3,000 an hour has been ordered from Home. The Company are at present employing sixteen hands, and on the arrival of the new machinery the staff is to be considerably increased.	[634, 911, 778, 1060]
east-body-2: An accurate correspondent in "Labor" writes—"The East Coast electorate have shown Mr. Locke's opponents can do nothing. It is to be hoped they have chosen well; it is their own interests, and the choice rests, or should rest, entirely with those in the district." A man deserving of the highest respect at the hands of the electors of the district, and who has done good work.	[944, 1473, 1089, 1587]
mckay: HY. McKAY,	[107, 1270, 158, 1281]
agent-name: Mr. W. Devery.	[246, 995, 300, 1006]
branches: 23 BRANCHES NOW OPEN.	[36, 859, 135, 869]
station-farm: STATION AND FARM PROPERTIES FOR SALE in all parts of the Colony.	[13, 1591, 158, 1625]
code-1: 2066	[142, 393, 158, 403]
cholera: CHOLERA IN FRANCE.	[814, 372, 908, 383]
buy-3: BUY the most stylish Millinery in the Province, in the newest shades and choicest materials, and every novelty of the season.	[169, 494, 313, 540]
special-ads-heading-3: Special Advertisements.	[326, 47, 466, 61]
index-item: Malone, F., Saddler and Harness Maker, Makaraka.	[169, 1929, 313, 1951]
proposal: For Proposal Forms, etc., apply to—	[330, 256, 462, 267]
agent-pb: Agent for Poverty Bay.	[74, 1286, 158, 1297]
index-item: Common, Shelton & Co., General Merchants and Commission Agents.	[169, 1388, 313, 1410]
index-item: Doleman, J., Carrier.	[169, 1511, 240, 1522]
index-item: Hubbard, H. C., Hop Bitters.	[169, 1775, 267, 1786]
index-item: Loan and Mercantile Agency Co.	[169, 1904, 283, 1915]
local-3: FIRE BRIGADE.—The members of the Fire Brigade had dry practice last night.	[634, 415, 778, 449]
index-item: Graham, Pitt & Bennett, Millinery, &c.	[169, 1700, 303, 1711]
millinery: Millinery and Family Mourning orders executed with taste and despatch.	[169, 544, 313, 578]
agent-row	[169, 996, 313, 1007]
london-1: LONDON, June 25.	[860, 387, 933, 398]
and-graham: AND. GRAHAM,	[329, 272, 463, 290]
published-every-evening: PUBLISHED EVERY EVENING.	[340, 702, 452, 712]
index-item: Smith, Carlyle, Auctioneer and Agent.	[169, 2164, 300, 2175]
ip-14: Mr. O'Callaghan is announced for Lincoln, and Messrs. Oliver and Wasney for Kaiapoi. Sir Julius Vogel's speech at Ashburton was devoted principally to the advocacy of the land policy and native policy as the first planks of his platform.	[789, 2008, 933, 2088]
london-2: LONDON, June 24.	[1016, 483, 1089, 494]
press-assoc-2: [PER PRESS ASSOCIATION.]	[965, 79, 1068, 89]
index-item: Grossman, A., Surgeon-Dentist.	[169, 1687, 278, 1698]
town-body: Mr. F. JAMES has undertaken this delivery and will collect all Subscriptions on the same. Any orders given to him, or left at this office, will be promptly executed, and any mistakes as to delivery, or non-delivery by the runner-boys, rectified.	[169, 1036, 313, 1117]
index-item: Hurry, J. R., Sawmills, Te Arai.	[169, 1762, 276, 1773]
trousers: TROUSERS,	[107, 708, 158, 719]
neill-bros: NEILL BROS.	[101, 1228, 158, 1239]
capital-table	[13, 1396, 158, 1419]
subscribers-body-2: Those who live on the main road will have their papers left at their residences, and we have made arrangements with the undermentioned Agents to take charge of the papers of those more remote:—	[169, 868, 313, 936]
property-2: It prevented most effectually any individual going into a manufactory, or the extension of any local industry, because the Proper Tax came down upon him before he had time to earn a shilling. Another reason why he objected to the Property Tax was that he was not in favor of direct taxation. It appeared to him the Property Tax arose something in this wise; there was a wish to tax the land, and those who would have had to pay a tax on land ingeniously thought of a scheme whereby a part of this tax would be placed on others.	[479, 1442, 623, 1614]
column-3	[319, 44, 474, 2243]
tide-header-cell: P.M.	[87, 85, 104, 96]
wilmott-heading: WILMOTT'S COMBINATION.	[974, 930, 1059, 955]
doctor-body: HAS Commenced Practice in CHILDERS STREET, GISBORNE, in the house lately occupied by Mr. T. Adams, near the Presbyterian Church.	[13, 189, 158, 234]
northern-capital-row	[324, 129, 468, 152]
melbourne: MELBOURNE, June 26.	[842, 624, 933, 635]
dressmaking-heading: DRESSMAKING.	[207, 644, 275, 655]
hamburg-capital: Capital (fully paid up)....... 2,500,000 Marks	[15, 1001, 156, 1023]
index-item: Sisell, J. A., Photographic Artist.	[169, 2190, 281, 2201]
agent-location: For Ormond	[170, 984, 213, 995]
vogel-cont-3: If, then, they relied upon their selfishness apart from their intelligence, then they would have anarchy and disorder, but when they had selfishness combined with intelligence, then they must have the laboring classes asking themselves this question, "What is best for ourselves, and what is most conducive to our prosperity and happiness?" Then any intelligent member of the laboring classes could see that it was essential that capital should be properly protected, and its rights regarded, and that should be done, while they took care to refrain from tyranny; for the laboring classes had to depend upon capital for the employment of their labor.	[479, 466, 623, 684]
index-item: Clayton, W. H., Timber Merchant.	[169, 1472, 286, 1483]
sun-label: SUN	[122, 74, 140, 85]
wilmott-body: "PYGMALION and Galatea" was the piece presented at McFarlane's Hall last night by the Wilmott Company. The attendance was not so good as the performance should have received. This is about one of the most difficult pieces to perform, but we must, each performer well represented his or her part, and caused great laughter amongst the audience, who showed their appreciation by rounds of well merited applause. To-night's full house may be looked for, as several local amateurs will take a part in the proceedings. The programme consists of a dramatic version of Miss M. Braddon's exciting novel entitled "Aurora Floyd," to be followed by the sparkling burlesque "Aladdin."	[944, 958, 1089, 1176]
